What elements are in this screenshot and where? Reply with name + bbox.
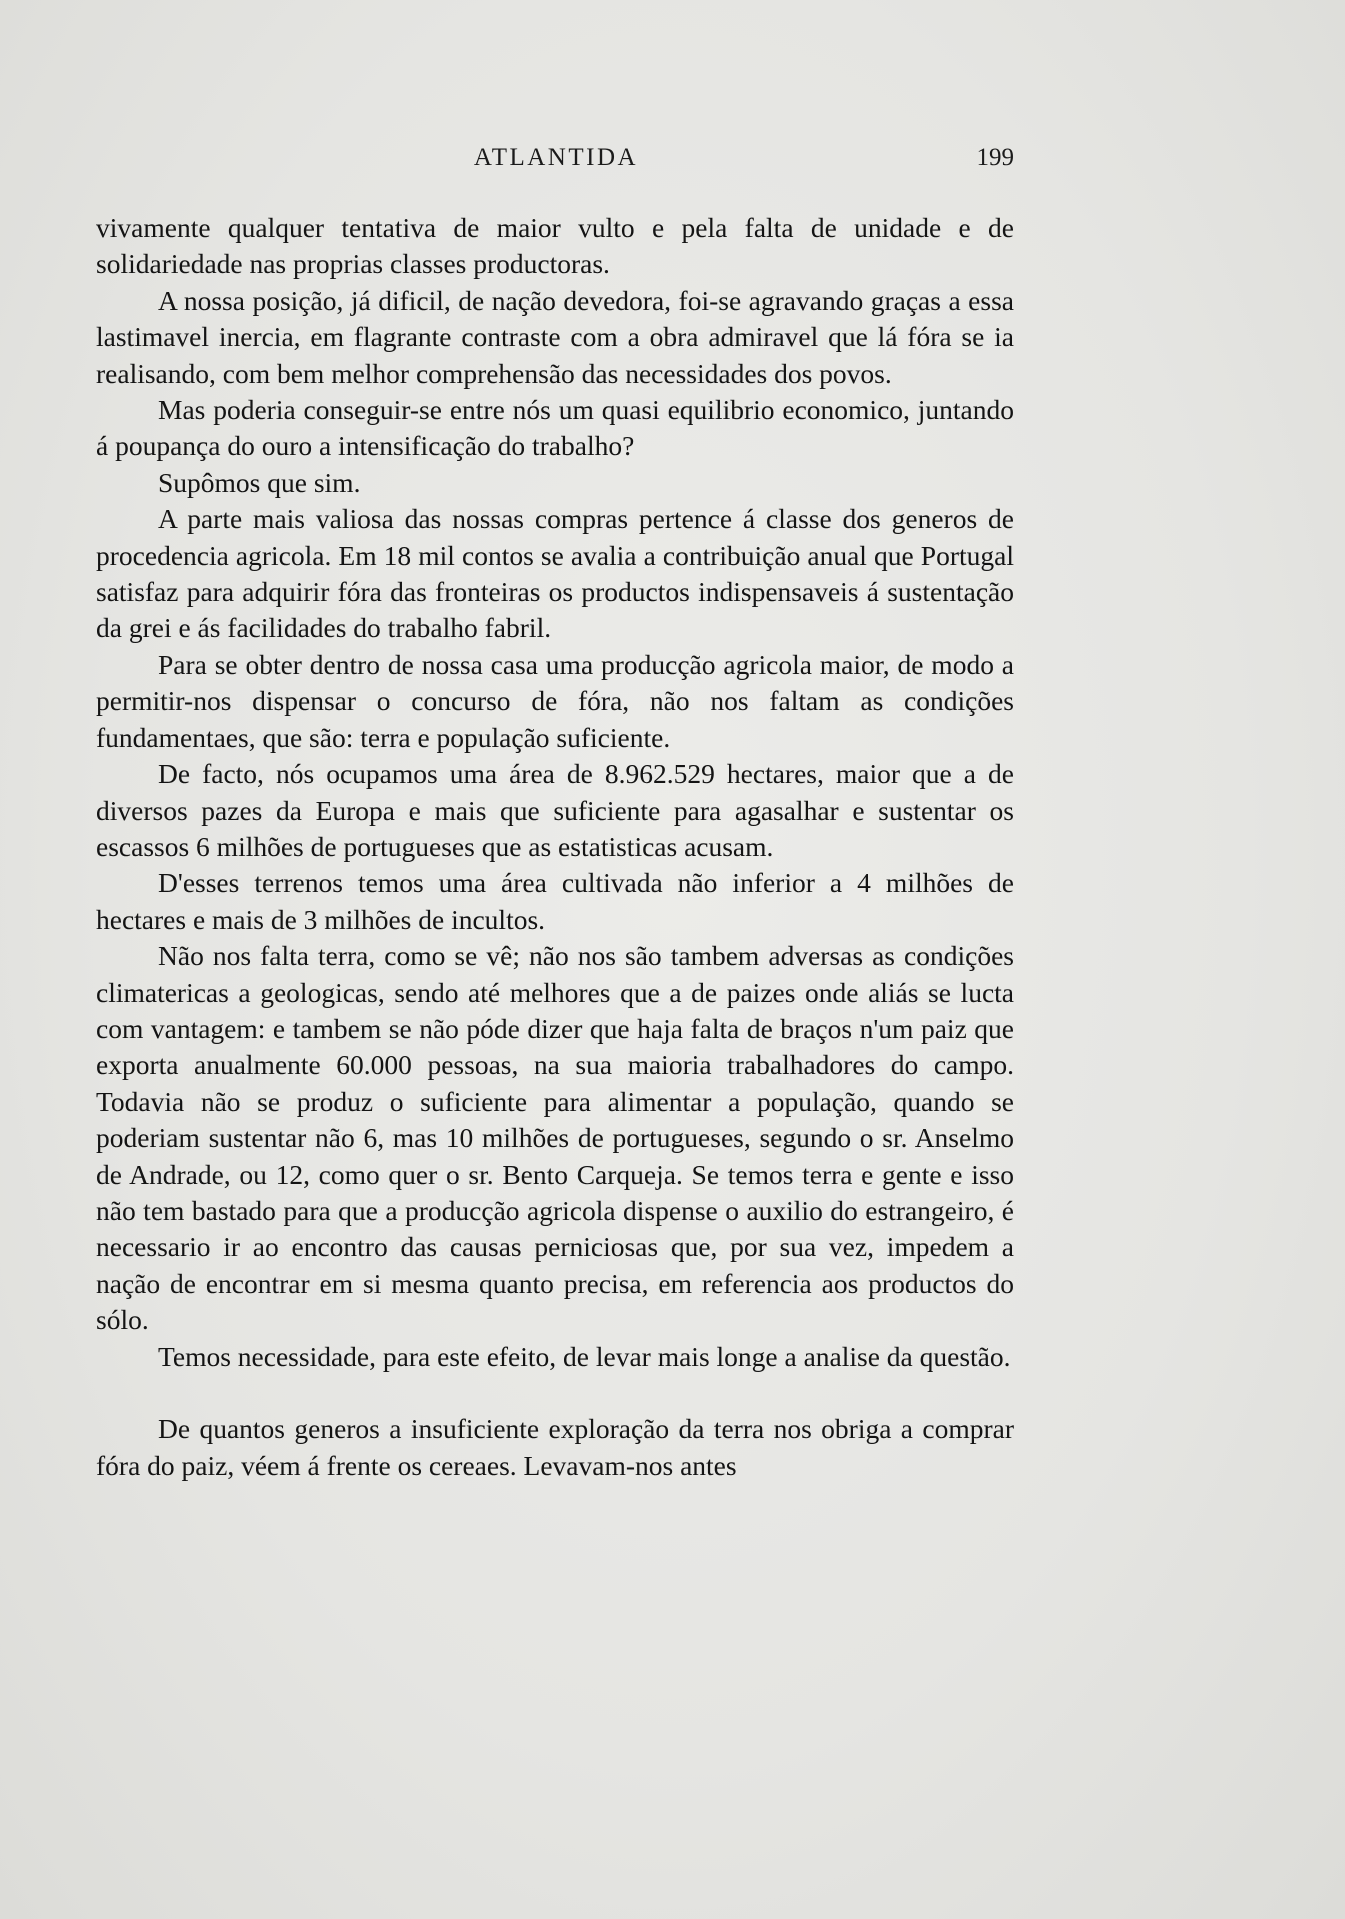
paragraph: D'esses terrenos temos uma área cultivada não inferior a 4 milhões de hectares e mais de 3 milhões de incultos. xyxy=(96,867,1014,935)
page-number: 199 xyxy=(976,144,1014,171)
running-head: ATLANTIDA xyxy=(473,144,639,171)
paragraph: Supômos que sim. xyxy=(158,466,361,498)
paragraph: Temos necessidade, para este efeito, de levar mais longe a analise da questão. xyxy=(158,1340,1011,1372)
paragraph: A parte mais valiosa das nossas compras pertence á classe dos generos de procedencia agricola. Em 18 mil contos se avalia a contribuição anual que Portugal satisfaz para adquirir fóra das fronteiras os productos indispensaveis á sustentação da grei e ás facilidades do trabalho fabril. xyxy=(96,503,1014,644)
paragraph: Não nos falta terra, como se vê; não nos são tambem adversas as condições climatericas a geologicas, sendo até melhores que a de paizes onde aliás se lucta com vantagem: e tambem se não póde dizer que haja falta de braços n'um paiz que exporta anualmente 60.000 pessoas, na sua maioria trabalhadores do campo. Todavia não se produz o suficiente para alimentar a população, quando se poderiam sustentar não 6, mas 10 milhões de portugueses, segundo o sr. Anselmo de Andrade, ou 12, como quer o sr. Bento Carqueja. Se temos terra e gente e isso não tem bastado para que a producção agricola dispense o auxilio do estrangeiro, é necessario ir ao encontro das causas perniciosas que, por sua vez, impedem a nação de encontrar em si mesma quanto precisa, em referencia aos productos do sólo. xyxy=(96,940,1014,1336)
paragraph: A nossa posição, já dificil, de nação devedora, foi-se agravando graças a essa lastimavel inercia, em flagrante contraste com a obra admiravel que lá fóra se ia realisando, com bem melhor comprehensão das necessidades dos povos. xyxy=(96,284,1014,389)
paragraph: Para se obter dentro de nossa casa uma producção agricola maior, de modo a permitir-nos dispensar o concurso de fóra, não nos faltam as condições fundamentaes, que são: terra e população suficiente. xyxy=(96,648,1014,753)
paragraph: De quantos generos a insuficiente exploração da terra nos obriga a comprar fóra do paiz, véem á frente os cereaes. Levavam-nos antes xyxy=(96,1413,1014,1481)
paragraph: Mas poderia conseguir-se entre nós um quasi equilibrio economico, juntando á poupança do ouro a intensificação do trabalho? xyxy=(96,394,1014,462)
body-text xyxy=(96,210,1014,1484)
paragraph-continuation: vivamente qualquer tentativa de maior vulto e pela falta de unidade e de solidariedade nas proprias classes productoras. xyxy=(96,212,1014,280)
page-header xyxy=(96,144,1016,184)
paragraph: De facto, nós ocupamos uma área de 8.962.529 hectares, maior que a de diversos pazes da Europa e mais que suficiente para agasalhar e sustentar os escassos 6 milhões de portugueses que as estatisticas acusam. xyxy=(96,758,1014,862)
